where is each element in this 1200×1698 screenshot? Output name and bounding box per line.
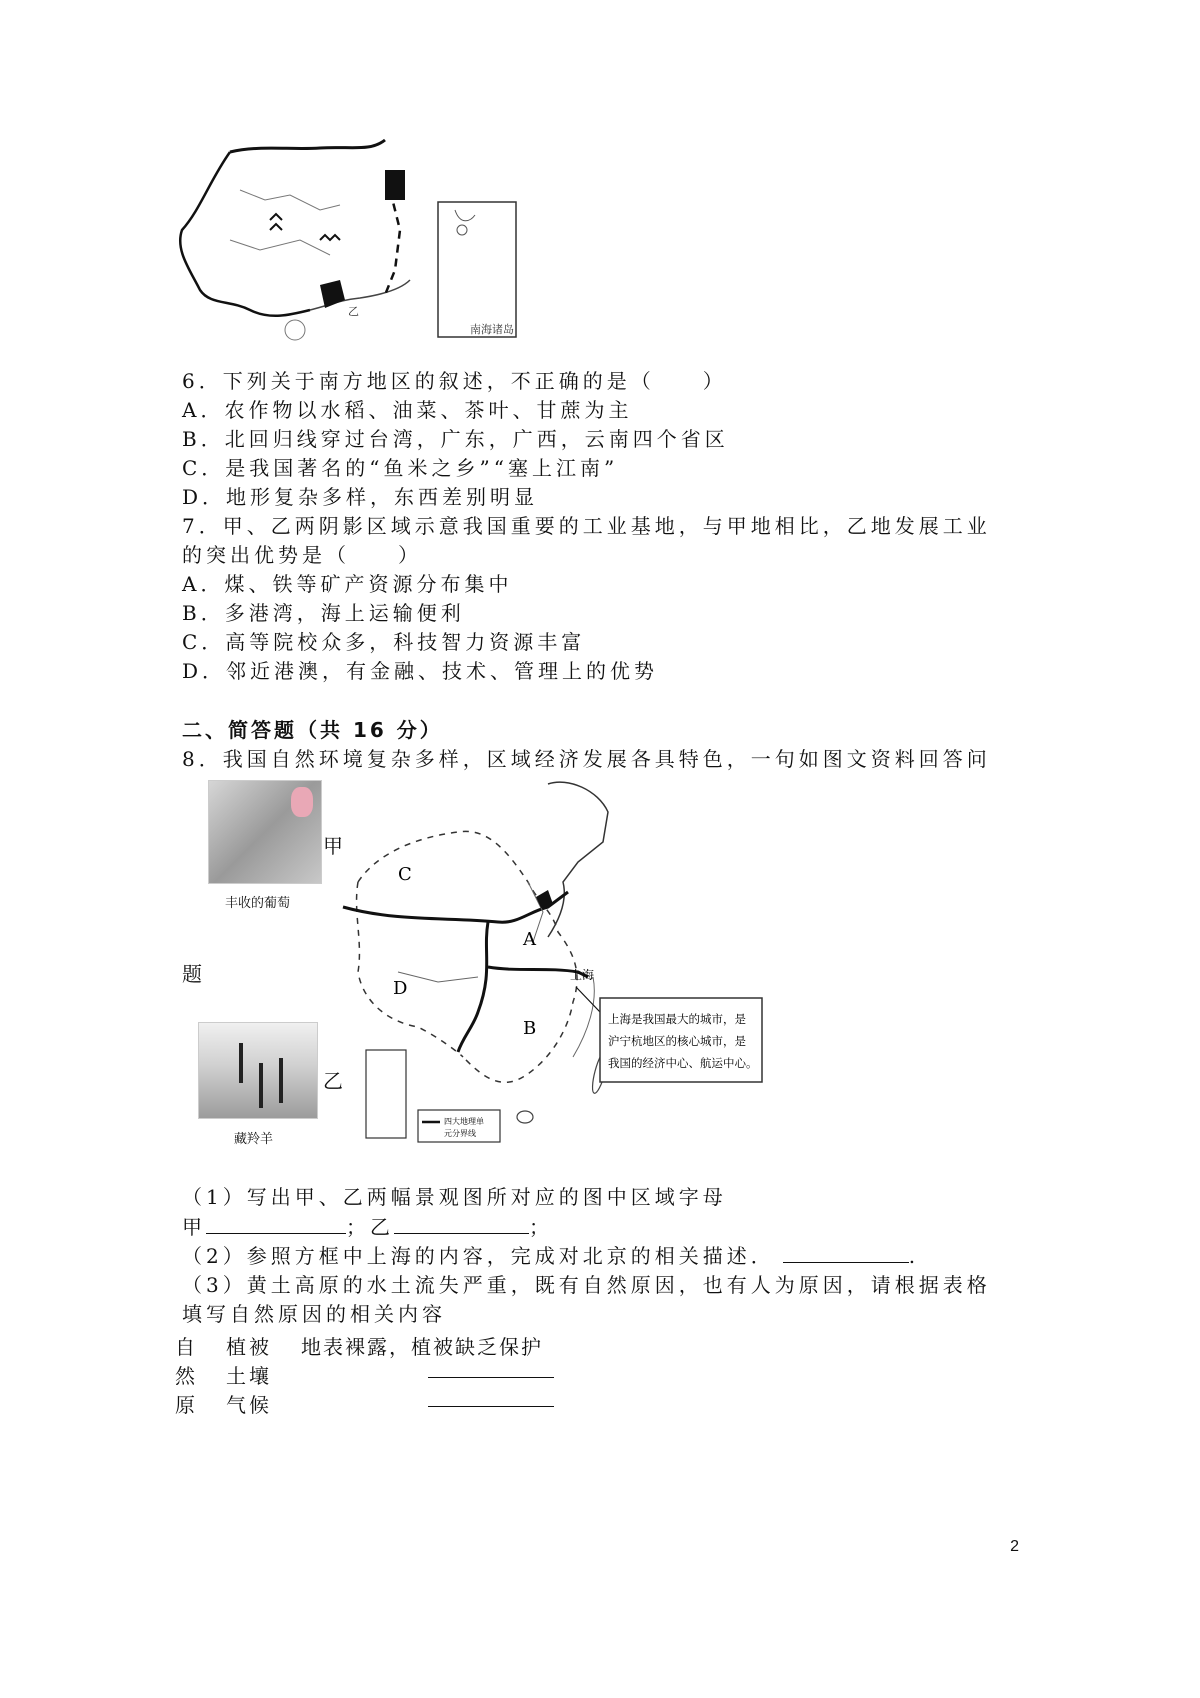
q6-option-a: A．农作物以水稻、油菜、茶叶、甘蔗为主 — [182, 398, 633, 422]
q7-option-c: C．高等院校众多，科技智力资源丰富 — [182, 630, 586, 654]
q7-option-a: A．煤、铁等矿产资源分布集中 — [182, 572, 513, 596]
page-number: 2 — [1010, 1538, 1019, 1555]
q7-stem-line1: 7．甲、乙两阴影区域示意我国重要的工业基地，与甲地相比，乙地发展工业 — [182, 514, 991, 538]
photo-yi-caption: 藏羚羊 — [234, 1132, 274, 1147]
callout-line-1: 上海是我国最大的城市，是 — [608, 1012, 746, 1026]
table-row2-blank[interactable] — [428, 1377, 554, 1378]
table-col2-row1: 植被 — [226, 1335, 272, 1359]
shanghai-label: 上海 — [570, 968, 595, 982]
sub1-jia: 甲 — [182, 1215, 206, 1239]
photo-yi-label: 乙 — [323, 1069, 343, 1093]
sub1-end: ； — [529, 1215, 553, 1239]
legend-line-2: 元分界线 — [444, 1129, 476, 1138]
photo-jia-caption: 丰收的葡萄 — [225, 896, 291, 911]
sub2-end: . — [908, 1244, 920, 1268]
china-regions-map — [338, 772, 768, 1157]
section2-title: 二、简答题（共 16 分） — [182, 718, 443, 742]
photo-jia-label: 甲 — [323, 834, 343, 858]
q6-option-d: D．地形复杂多样，东西差别明显 — [182, 485, 539, 509]
region-b-label: B — [523, 1018, 537, 1039]
table-row3-blank[interactable] — [428, 1406, 554, 1407]
sub1-answers — [182, 1213, 553, 1241]
q8-line1: 8．我国自然环境复杂多样，区域经济发展各具特色，一句如图文资料回答问 — [182, 747, 991, 771]
callout-line-3: 我国的经济中心、航运中心。 — [608, 1056, 758, 1070]
map1-label-yi: 乙 — [348, 305, 359, 318]
sub1-sep: ；乙 — [346, 1215, 394, 1239]
table-col1-row3: 原 — [175, 1393, 195, 1417]
sub3-line2: 填写自然原因的相关内容 — [182, 1302, 446, 1326]
table-row1-answer: 地表裸露，植被缺乏保护 — [301, 1335, 543, 1359]
region-c-label: C — [398, 864, 412, 885]
southern-china-map — [170, 130, 560, 345]
table-col2-row3: 气候 — [226, 1393, 272, 1417]
photo-yi — [198, 1022, 318, 1119]
q6-option-b: B．北回归线穿过台湾，广东，广西，云南四个省区 — [182, 427, 729, 451]
sub1-jia-blank[interactable] — [206, 1213, 346, 1234]
q6-stem: 6．下列关于南方地区的叙述，不正确的是（ ） — [182, 369, 727, 393]
sub3-line1: （3）黄土高原的水土流失严重，既有自然原因，也有人为原因，请根据表格 — [182, 1273, 991, 1297]
q6-option-c: C．是我国著名的“鱼米之乡”“塞上江南” — [182, 456, 619, 480]
sub1: （1）写出甲、乙两幅景观图所对应的图中区域字母 — [182, 1185, 727, 1209]
region-d-label: D — [393, 978, 408, 999]
sub1-yi-blank[interactable] — [394, 1213, 529, 1234]
table-col1-row2: 然 — [175, 1364, 195, 1388]
sub2-blank[interactable] — [783, 1242, 909, 1263]
legend-line-1: 四大地理单 — [444, 1117, 484, 1126]
sub2-line — [182, 1242, 919, 1270]
sub2: （2）参照方框中上海的内容，完成对北京的相关描述． — [182, 1244, 775, 1268]
q7-option-d: D．邻近港澳，有金融、技术、管理上的优势 — [182, 659, 659, 683]
region-a-label: A — [523, 929, 536, 950]
inset-label: 南海诸岛 — [470, 323, 514, 336]
callout-line-2: 沪宁杭地区的核心城市，是 — [608, 1034, 746, 1048]
q7-option-b: B．多港湾，海上运输便利 — [182, 601, 465, 625]
photo-jia — [208, 780, 322, 884]
q7-stem-line2: 的突出优势是（ ） — [182, 543, 422, 567]
table-col1-row1: 自 — [175, 1335, 195, 1359]
q8-line2: 题 — [182, 962, 206, 986]
table-col2-row2: 土壤 — [226, 1364, 272, 1388]
